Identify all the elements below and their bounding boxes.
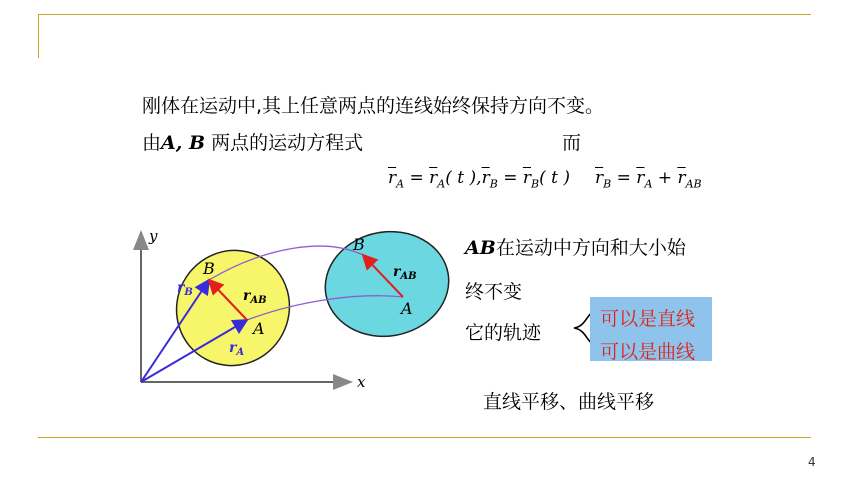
- frame-bottom-line: [38, 437, 811, 438]
- option-straight: 可以是直线: [600, 308, 696, 330]
- page-number: 4: [808, 455, 816, 469]
- point-a-right: A: [401, 299, 413, 318]
- conclusion-text: 直线平移、曲线平移: [483, 391, 655, 413]
- trajectory-label: 它的轨迹: [465, 322, 542, 344]
- label-rA-main: r: [229, 340, 237, 356]
- intro-suffix: 两点的运动方程式: [205, 132, 364, 154]
- point-b-left: B: [203, 259, 215, 278]
- frame-top-line: [38, 14, 811, 15]
- er-word: 而: [562, 132, 582, 154]
- intro-points: A, B: [161, 132, 206, 154]
- label-rA-sub: A: [236, 347, 245, 358]
- rigid-body-figure: [125, 222, 455, 397]
- frame-left-line: [38, 14, 39, 58]
- axis-y-label: y: [149, 227, 158, 245]
- point-b-right: B: [353, 235, 365, 254]
- formula-relation: $\overline{r}_B = \overline{r}_A + \overline{r}_{AB}$: [595, 168, 702, 191]
- label-rB-sub: B: [184, 287, 193, 298]
- option-curve: 可以是曲线: [600, 341, 696, 363]
- label-rAB-right-main: r: [393, 264, 401, 280]
- label-rAB-left-sub: AB: [250, 295, 267, 306]
- label-rAB-right-sub: AB: [400, 271, 417, 282]
- desc-ab: AB: [465, 237, 496, 259]
- equation-intro: [142, 128, 363, 155]
- point-a-left: A: [253, 319, 265, 338]
- label-rB-main: r: [177, 280, 185, 296]
- intro-prefix: 由: [142, 132, 162, 154]
- axis-x-label: x: [357, 373, 366, 391]
- statement-line: 刚体在运动中,其上任意两点的连线始终保持方向不变。: [142, 95, 605, 117]
- formula-motion: $\overline{r}_A = \overline{r}_A$( t )$,\overline{r}_B = \overline{r}_B$( t ): [388, 168, 570, 191]
- label-rAB-left-main: r: [243, 288, 251, 304]
- body-final: [317, 222, 455, 346]
- desc-line-1: [465, 233, 686, 260]
- desc-line-2: 终不变: [465, 281, 523, 303]
- desc-rest: 在运动中方向和大小始: [495, 237, 686, 259]
